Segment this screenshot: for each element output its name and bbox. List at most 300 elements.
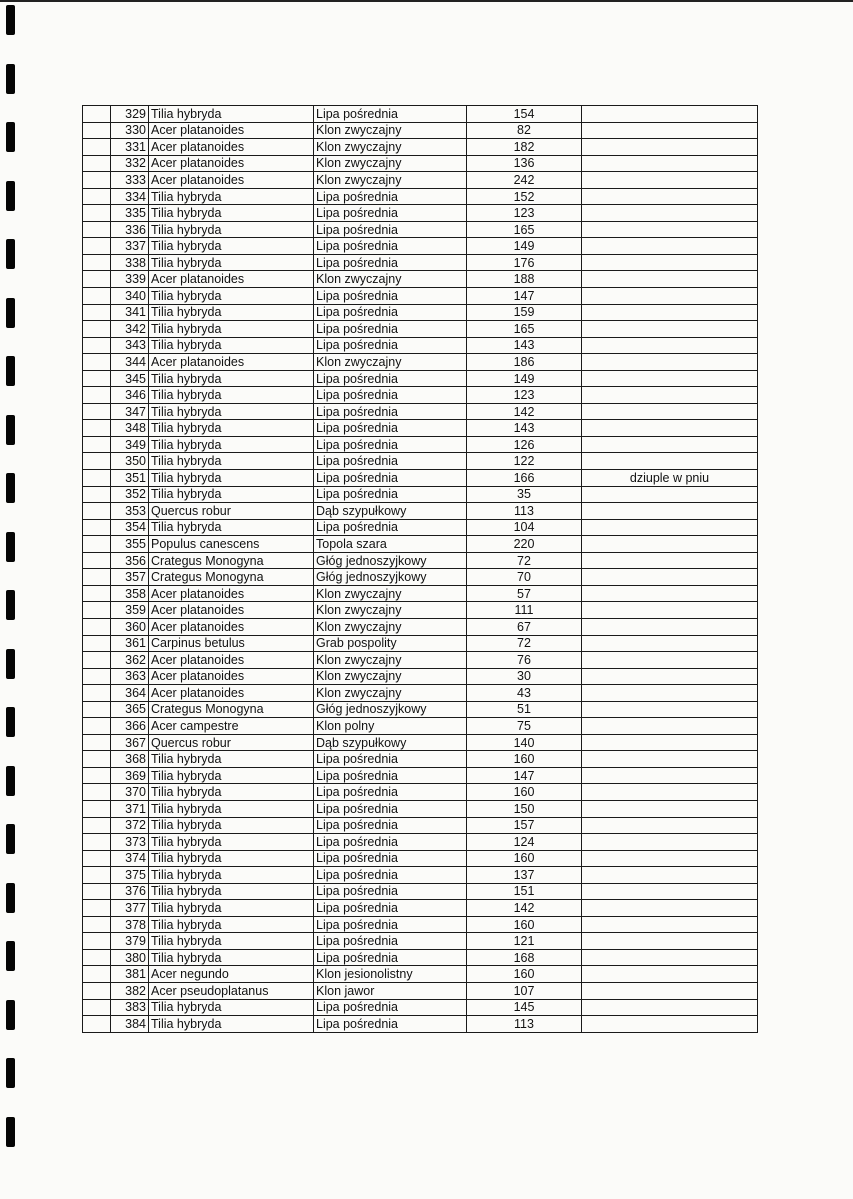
notes-cell xyxy=(582,354,758,371)
circumference-cell: 147 xyxy=(467,767,582,784)
blank-cell xyxy=(83,867,111,884)
polish-name-cell: Głóg jednoszyjkowy xyxy=(314,552,467,569)
latin-name-cell: Tilia hybryda xyxy=(149,933,314,950)
blank-cell xyxy=(83,122,111,139)
blank-cell xyxy=(83,602,111,619)
circumference-cell: 165 xyxy=(467,321,582,338)
table-row xyxy=(83,552,758,569)
notes-cell xyxy=(582,106,758,123)
notes-cell xyxy=(582,172,758,189)
blank-cell xyxy=(83,221,111,238)
tree-number-cell: 376 xyxy=(111,883,149,900)
table-row xyxy=(83,982,758,999)
polish-name-cell: Lipa pośrednia xyxy=(314,486,467,503)
polish-name-cell: Lipa pośrednia xyxy=(314,883,467,900)
latin-name-cell: Tilia hybryda xyxy=(149,850,314,867)
blank-cell xyxy=(83,354,111,371)
latin-name-cell: Crategus Monogyna xyxy=(149,701,314,718)
blank-cell xyxy=(83,883,111,900)
binding-hole xyxy=(6,64,15,94)
notes-cell xyxy=(582,999,758,1016)
circumference-cell: 107 xyxy=(467,982,582,999)
latin-name-cell: Tilia hybryda xyxy=(149,403,314,420)
circumference-cell: 157 xyxy=(467,817,582,834)
polish-name-cell: Klon zwyczajny xyxy=(314,685,467,702)
latin-name-cell: Tilia hybryda xyxy=(149,800,314,817)
circumference-cell: 43 xyxy=(467,685,582,702)
polish-name-cell: Lipa pośrednia xyxy=(314,850,467,867)
polish-name-cell: Lipa pośrednia xyxy=(314,519,467,536)
table-row xyxy=(83,486,758,503)
binding-hole xyxy=(6,298,15,328)
polish-name-cell: Klon zwyczajny xyxy=(314,354,467,371)
tree-number-cell: 370 xyxy=(111,784,149,801)
table-row xyxy=(83,701,758,718)
table-row xyxy=(83,254,758,271)
blank-cell xyxy=(83,1016,111,1033)
latin-name-cell: Crategus Monogyna xyxy=(149,552,314,569)
circumference-cell: 75 xyxy=(467,718,582,735)
table-row xyxy=(83,519,758,536)
blank-cell xyxy=(83,519,111,536)
notes-cell xyxy=(582,933,758,950)
table-row xyxy=(83,387,758,404)
notes-cell xyxy=(582,453,758,470)
blank-cell xyxy=(83,370,111,387)
polish-name-cell: Lipa pośrednia xyxy=(314,933,467,950)
tree-number-cell: 343 xyxy=(111,337,149,354)
blank-cell xyxy=(83,916,111,933)
polish-name-cell: Klon zwyczajny xyxy=(314,139,467,156)
latin-name-cell: Tilia hybryda xyxy=(149,751,314,768)
blank-cell xyxy=(83,188,111,205)
polish-name-cell: Klon zwyczajny xyxy=(314,602,467,619)
notes-cell xyxy=(582,949,758,966)
blank-cell xyxy=(83,933,111,950)
polish-name-cell: Głóg jednoszyjkowy xyxy=(314,701,467,718)
binding-hole xyxy=(6,473,15,503)
polish-name-cell: Głóg jednoszyjkowy xyxy=(314,569,467,586)
tree-number-cell: 345 xyxy=(111,370,149,387)
latin-name-cell: Acer platanoides xyxy=(149,585,314,602)
table-row xyxy=(83,288,758,305)
table-row xyxy=(83,718,758,735)
table-row xyxy=(83,883,758,900)
polish-name-cell: Klon zwyczajny xyxy=(314,271,467,288)
notes-cell xyxy=(582,1016,758,1033)
circumference-cell: 142 xyxy=(467,403,582,420)
latin-name-cell: Acer platanoides xyxy=(149,685,314,702)
binding-hole xyxy=(6,707,15,737)
tree-number-cell: 355 xyxy=(111,536,149,553)
latin-name-cell: Tilia hybryda xyxy=(149,238,314,255)
polish-name-cell: Klon zwyczajny xyxy=(314,618,467,635)
tree-number-cell: 357 xyxy=(111,569,149,586)
blank-cell xyxy=(83,139,111,156)
notes-cell xyxy=(582,800,758,817)
latin-name-cell: Tilia hybryda xyxy=(149,999,314,1016)
tree-number-cell: 351 xyxy=(111,470,149,487)
tree-number-cell: 366 xyxy=(111,718,149,735)
latin-name-cell: Acer platanoides xyxy=(149,652,314,669)
table-row xyxy=(83,734,758,751)
tree-number-cell: 335 xyxy=(111,205,149,222)
blank-cell xyxy=(83,635,111,652)
tree-number-cell: 372 xyxy=(111,817,149,834)
blank-cell xyxy=(83,652,111,669)
circumference-cell: 160 xyxy=(467,850,582,867)
latin-name-cell: Tilia hybryda xyxy=(149,205,314,222)
blank-cell xyxy=(83,982,111,999)
latin-name-cell: Tilia hybryda xyxy=(149,949,314,966)
polish-name-cell: Lipa pośrednia xyxy=(314,900,467,917)
binding-hole xyxy=(6,649,15,679)
table-row xyxy=(83,751,758,768)
notes-cell xyxy=(582,916,758,933)
circumference-cell: 151 xyxy=(467,883,582,900)
circumference-cell: 51 xyxy=(467,701,582,718)
blank-cell xyxy=(83,536,111,553)
circumference-cell: 67 xyxy=(467,618,582,635)
notes-cell xyxy=(582,205,758,222)
polish-name-cell: Lipa pośrednia xyxy=(314,420,467,437)
polish-name-cell: Klon zwyczajny xyxy=(314,652,467,669)
table-row xyxy=(83,420,758,437)
polish-name-cell: Lipa pośrednia xyxy=(314,321,467,338)
circumference-cell: 165 xyxy=(467,221,582,238)
blank-cell xyxy=(83,238,111,255)
tree-number-cell: 333 xyxy=(111,172,149,189)
polish-name-cell: Lipa pośrednia xyxy=(314,834,467,851)
latin-name-cell: Acer platanoides xyxy=(149,155,314,172)
table-row xyxy=(83,966,758,983)
table-row xyxy=(83,602,758,619)
tree-number-cell: 375 xyxy=(111,867,149,884)
circumference-cell: 121 xyxy=(467,933,582,950)
blank-cell xyxy=(83,436,111,453)
circumference-cell: 176 xyxy=(467,254,582,271)
tree-number-cell: 377 xyxy=(111,900,149,917)
circumference-cell: 72 xyxy=(467,635,582,652)
blank-cell xyxy=(83,817,111,834)
latin-name-cell: Acer platanoides xyxy=(149,122,314,139)
tree-number-cell: 378 xyxy=(111,916,149,933)
latin-name-cell: Acer negundo xyxy=(149,966,314,983)
latin-name-cell: Tilia hybryda xyxy=(149,486,314,503)
notes-cell xyxy=(582,602,758,619)
tree-number-cell: 342 xyxy=(111,321,149,338)
blank-cell xyxy=(83,767,111,784)
blank-cell xyxy=(83,949,111,966)
binding-hole xyxy=(6,415,15,445)
circumference-cell: 160 xyxy=(467,916,582,933)
tree-number-cell: 384 xyxy=(111,1016,149,1033)
tree-number-cell: 334 xyxy=(111,188,149,205)
polish-name-cell: Lipa pośrednia xyxy=(314,999,467,1016)
tree-number-cell: 371 xyxy=(111,800,149,817)
latin-name-cell: Acer platanoides xyxy=(149,668,314,685)
circumference-cell: 113 xyxy=(467,503,582,520)
polish-name-cell: Lipa pośrednia xyxy=(314,288,467,305)
polish-name-cell: Lipa pośrednia xyxy=(314,221,467,238)
table-row xyxy=(83,205,758,222)
notes-cell xyxy=(582,436,758,453)
polish-name-cell: Klon zwyczajny xyxy=(314,155,467,172)
table-row xyxy=(83,999,758,1016)
tree-number-cell: 380 xyxy=(111,949,149,966)
tree-number-cell: 359 xyxy=(111,602,149,619)
latin-name-cell: Quercus robur xyxy=(149,734,314,751)
circumference-cell: 168 xyxy=(467,949,582,966)
tree-number-cell: 363 xyxy=(111,668,149,685)
tree-number-cell: 354 xyxy=(111,519,149,536)
table-row xyxy=(83,900,758,917)
table-row xyxy=(83,916,758,933)
tree-number-cell: 353 xyxy=(111,503,149,520)
polish-name-cell: Klon zwyczajny xyxy=(314,172,467,189)
latin-name-cell: Tilia hybryda xyxy=(149,188,314,205)
blank-cell xyxy=(83,999,111,1016)
table-row xyxy=(83,139,758,156)
notes-cell xyxy=(582,585,758,602)
circumference-cell: 136 xyxy=(467,155,582,172)
latin-name-cell: Tilia hybryda xyxy=(149,519,314,536)
blank-cell xyxy=(83,503,111,520)
polish-name-cell: Lipa pośrednia xyxy=(314,1016,467,1033)
notes-cell xyxy=(582,304,758,321)
polish-name-cell: Lipa pośrednia xyxy=(314,403,467,420)
polish-name-cell: Lipa pośrednia xyxy=(314,387,467,404)
tree-number-cell: 350 xyxy=(111,453,149,470)
table-row xyxy=(83,221,758,238)
tree-number-cell: 330 xyxy=(111,122,149,139)
table-row xyxy=(83,933,758,950)
polish-name-cell: Topola szara xyxy=(314,536,467,553)
latin-name-cell: Crategus Monogyna xyxy=(149,569,314,586)
notes-cell xyxy=(582,652,758,669)
blank-cell xyxy=(83,205,111,222)
tree-number-cell: 329 xyxy=(111,106,149,123)
table-row xyxy=(83,321,758,338)
circumference-cell: 122 xyxy=(467,453,582,470)
blank-cell xyxy=(83,470,111,487)
latin-name-cell: Tilia hybryda xyxy=(149,817,314,834)
table-row xyxy=(83,304,758,321)
notes-cell xyxy=(582,734,758,751)
latin-name-cell: Tilia hybryda xyxy=(149,916,314,933)
notes-cell xyxy=(582,254,758,271)
tree-number-cell: 348 xyxy=(111,420,149,437)
notes-cell xyxy=(582,503,758,520)
notes-cell xyxy=(582,221,758,238)
latin-name-cell: Tilia hybryda xyxy=(149,420,314,437)
latin-name-cell: Tilia hybryda xyxy=(149,304,314,321)
notes-cell xyxy=(582,486,758,503)
blank-cell xyxy=(83,834,111,851)
blank-cell xyxy=(83,784,111,801)
blank-cell xyxy=(83,254,111,271)
tree-number-cell: 374 xyxy=(111,850,149,867)
circumference-cell: 154 xyxy=(467,106,582,123)
blank-cell xyxy=(83,453,111,470)
circumference-cell: 57 xyxy=(467,585,582,602)
table-row xyxy=(83,949,758,966)
circumference-cell: 152 xyxy=(467,188,582,205)
notes-cell xyxy=(582,618,758,635)
table-row xyxy=(83,122,758,139)
circumference-cell: 76 xyxy=(467,652,582,669)
tree-number-cell: 367 xyxy=(111,734,149,751)
blank-cell xyxy=(83,966,111,983)
binding-hole xyxy=(6,766,15,796)
table-row xyxy=(83,188,758,205)
table-row xyxy=(83,618,758,635)
latin-name-cell: Tilia hybryda xyxy=(149,370,314,387)
polish-name-cell: Lipa pośrednia xyxy=(314,767,467,784)
table-row xyxy=(83,453,758,470)
latin-name-cell: Tilia hybryda xyxy=(149,867,314,884)
circumference-cell: 160 xyxy=(467,751,582,768)
table-row xyxy=(83,800,758,817)
latin-name-cell: Tilia hybryda xyxy=(149,337,314,354)
notes-cell xyxy=(582,288,758,305)
tree-number-cell: 356 xyxy=(111,552,149,569)
table-row xyxy=(83,503,758,520)
tree-number-cell: 352 xyxy=(111,486,149,503)
notes-cell xyxy=(582,139,758,156)
binding-hole xyxy=(6,122,15,152)
table-row xyxy=(83,536,758,553)
polish-name-cell: Lipa pośrednia xyxy=(314,370,467,387)
table-row xyxy=(83,470,758,487)
blank-cell xyxy=(83,106,111,123)
table-row xyxy=(83,767,758,784)
latin-name-cell: Acer platanoides xyxy=(149,618,314,635)
table-row xyxy=(83,668,758,685)
polish-name-cell: Lipa pośrednia xyxy=(314,470,467,487)
polish-name-cell: Lipa pośrednia xyxy=(314,800,467,817)
latin-name-cell: Acer platanoides xyxy=(149,139,314,156)
blank-cell xyxy=(83,321,111,338)
circumference-cell: 160 xyxy=(467,966,582,983)
circumference-cell: 143 xyxy=(467,420,582,437)
notes-cell: dziuple w pniu xyxy=(582,470,758,487)
blank-cell xyxy=(83,172,111,189)
polish-name-cell: Klon polny xyxy=(314,718,467,735)
tree-number-cell: 368 xyxy=(111,751,149,768)
latin-name-cell: Populus canescens xyxy=(149,536,314,553)
polish-name-cell: Lipa pośrednia xyxy=(314,949,467,966)
blank-cell xyxy=(83,486,111,503)
table-row xyxy=(83,1016,758,1033)
polish-name-cell: Dąb szypułkowy xyxy=(314,503,467,520)
latin-name-cell: Acer pseudoplatanus xyxy=(149,982,314,999)
blank-cell xyxy=(83,403,111,420)
polish-name-cell: Lipa pośrednia xyxy=(314,337,467,354)
notes-cell xyxy=(582,519,758,536)
binding-hole xyxy=(6,532,15,562)
tree-number-cell: 379 xyxy=(111,933,149,950)
latin-name-cell: Tilia hybryda xyxy=(149,784,314,801)
table-row xyxy=(83,106,758,123)
blank-cell xyxy=(83,552,111,569)
tree-number-cell: 331 xyxy=(111,139,149,156)
notes-cell xyxy=(582,685,758,702)
table-row xyxy=(83,155,758,172)
blank-cell xyxy=(83,668,111,685)
notes-cell xyxy=(582,668,758,685)
tree-number-cell: 365 xyxy=(111,701,149,718)
latin-name-cell: Acer platanoides xyxy=(149,271,314,288)
table-row xyxy=(83,784,758,801)
binding-hole xyxy=(6,5,15,35)
latin-name-cell: Acer platanoides xyxy=(149,602,314,619)
blank-cell xyxy=(83,734,111,751)
table-row xyxy=(83,685,758,702)
tree-number-cell: 346 xyxy=(111,387,149,404)
blank-cell xyxy=(83,304,111,321)
notes-cell xyxy=(582,420,758,437)
binding-hole xyxy=(6,1058,15,1088)
polish-name-cell: Lipa pośrednia xyxy=(314,254,467,271)
polish-name-cell: Lipa pośrednia xyxy=(314,436,467,453)
tree-number-cell: 360 xyxy=(111,618,149,635)
latin-name-cell: Tilia hybryda xyxy=(149,1016,314,1033)
latin-name-cell: Tilia hybryda xyxy=(149,900,314,917)
tree-number-cell: 382 xyxy=(111,982,149,999)
circumference-cell: 123 xyxy=(467,205,582,222)
notes-cell xyxy=(582,883,758,900)
polish-name-cell: Klon jawor xyxy=(314,982,467,999)
notes-cell xyxy=(582,718,758,735)
circumference-cell: 111 xyxy=(467,602,582,619)
tree-number-cell: 344 xyxy=(111,354,149,371)
table-row xyxy=(83,652,758,669)
tree-number-cell: 364 xyxy=(111,685,149,702)
table-row xyxy=(83,354,758,371)
blank-cell xyxy=(83,155,111,172)
latin-name-cell: Tilia hybryda xyxy=(149,387,314,404)
tree-number-cell: 381 xyxy=(111,966,149,983)
notes-cell xyxy=(582,321,758,338)
circumference-cell: 123 xyxy=(467,387,582,404)
polish-name-cell: Lipa pośrednia xyxy=(314,188,467,205)
notes-cell xyxy=(582,701,758,718)
circumference-cell: 149 xyxy=(467,238,582,255)
tree-number-cell: 339 xyxy=(111,271,149,288)
polish-name-cell: Lipa pośrednia xyxy=(314,817,467,834)
latin-name-cell: Tilia hybryda xyxy=(149,254,314,271)
notes-cell xyxy=(582,188,758,205)
polish-name-cell: Klon zwyczajny xyxy=(314,585,467,602)
blank-cell xyxy=(83,271,111,288)
notes-cell xyxy=(582,867,758,884)
blank-cell xyxy=(83,685,111,702)
blank-cell xyxy=(83,701,111,718)
latin-name-cell: Tilia hybryda xyxy=(149,436,314,453)
polish-name-cell: Lipa pośrednia xyxy=(314,106,467,123)
circumference-cell: 188 xyxy=(467,271,582,288)
notes-cell xyxy=(582,784,758,801)
table-row xyxy=(83,436,758,453)
blank-cell xyxy=(83,585,111,602)
notes-cell xyxy=(582,155,758,172)
table-row xyxy=(83,585,758,602)
circumference-cell: 104 xyxy=(467,519,582,536)
table-row xyxy=(83,271,758,288)
notes-cell xyxy=(582,387,758,404)
latin-name-cell: Tilia hybryda xyxy=(149,453,314,470)
